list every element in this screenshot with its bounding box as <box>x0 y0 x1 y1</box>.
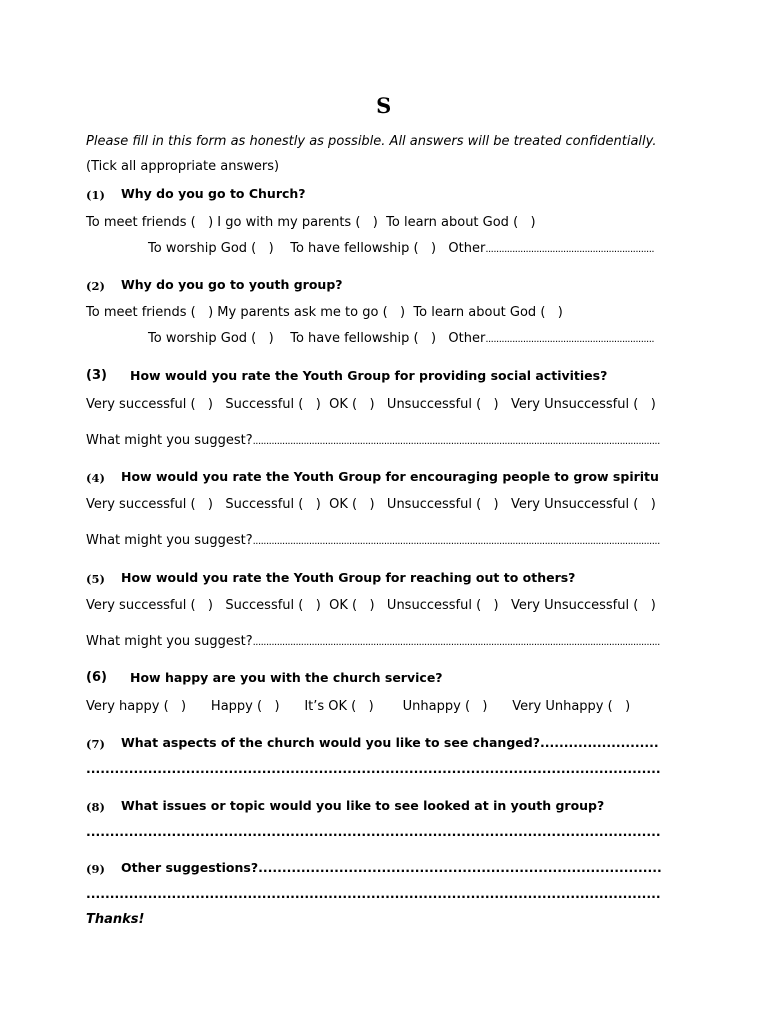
q2-number: (2) <box>86 279 105 293</box>
q1-question: Why do you go to Church? <box>121 186 306 201</box>
q4-options: Very successful ( ) Successful ( ) OK ( ) Unsuccessful ( ) Very Unsuccessful ( ) <box>86 497 656 512</box>
q1-options-line2 <box>148 241 654 256</box>
q1-other-dots: ............................................................... <box>485 244 655 255</box>
q9-question-text: Other suggestions? <box>121 860 259 875</box>
q2-options-line2-text: To worship God ( ) To have fellowship ( ) Other <box>148 331 486 346</box>
q6-number: (6) <box>86 670 107 685</box>
q5-suggest-line <box>86 634 660 649</box>
tick-note: (Tick all appropriate answers) <box>86 159 280 174</box>
q3-suggest-label: What might you suggest? <box>86 433 253 448</box>
page-title: S <box>376 93 392 118</box>
q3-number: (3) <box>86 368 107 383</box>
q1-number: (1) <box>86 188 105 202</box>
intro-text: Please fill in this form as honestly as possible. All answers will be treated confidentially. <box>86 134 657 149</box>
q7-number: (7) <box>86 737 105 751</box>
q8-question: What issues or topic would you like to see looked at in youth group? <box>121 798 605 813</box>
q2-other-dots: ............................................................... <box>485 334 655 345</box>
q4-suggest-dots: ........................................................................................................................................................ <box>252 536 660 547</box>
q2-question: Why do you go to youth group? <box>121 277 343 292</box>
q5-number: (5) <box>86 572 105 586</box>
q1-options-line2-text: To worship God ( ) To have fellowship ( ) Other <box>148 241 486 256</box>
q7-answer-line: ......................................................................................................................... <box>86 761 661 776</box>
q6-question: How happy are you with the church service? <box>130 670 443 685</box>
q3-question: How would you rate the Youth Group for providing social activities? <box>130 368 608 383</box>
q7-inline-dots: ......................... <box>539 735 659 750</box>
q9-inline-dots: ..................................................................................... <box>258 860 662 875</box>
q5-question: How would you rate the Youth Group for reaching out to others? <box>121 570 576 585</box>
q2-options-line2 <box>148 331 654 346</box>
q4-suggest-label: What might you suggest? <box>86 533 253 548</box>
q3-suggest-dots: ........................................................................................................................................................ <box>252 436 660 447</box>
q4-number: (4) <box>86 471 105 485</box>
q7-question-text: What aspects of the church would you like to see changed? <box>121 735 540 750</box>
q9-number: (9) <box>86 862 105 876</box>
q7-question <box>121 735 659 750</box>
q8-number: (8) <box>86 800 105 814</box>
q9-answer-line: ......................................................................................................................... <box>86 886 661 901</box>
q5-options: Very successful ( ) Successful ( ) OK ( ) Unsuccessful ( ) Very Unsuccessful ( ) <box>86 598 656 613</box>
q9-question <box>121 860 662 875</box>
q5-suggest-label: What might you suggest? <box>86 634 253 649</box>
q4-suggest-line <box>86 533 660 548</box>
thanks-note: Thanks! <box>86 912 145 927</box>
q6-options: Very happy ( ) Happy ( ) It’s OK ( ) Unhappy ( ) Very Unhappy ( ) <box>86 699 631 714</box>
q1-options-line1: To meet friends ( ) I go with my parents ( ) To learn about God ( ) <box>86 215 536 230</box>
q3-options: Very successful ( ) Successful ( ) OK ( ) Unsuccessful ( ) Very Unsuccessful ( ) <box>86 397 656 412</box>
q2-options-line1: To meet friends ( ) My parents ask me to go ( ) To learn about God ( ) <box>86 305 563 320</box>
q5-suggest-dots: ........................................................................................................................................................ <box>252 637 660 648</box>
q3-suggest-line <box>86 433 660 448</box>
q4-question: How would you rate the Youth Group for encouraging people to grow spiritu <box>121 469 659 484</box>
q8-answer-line: ......................................................................................................................... <box>86 824 661 839</box>
